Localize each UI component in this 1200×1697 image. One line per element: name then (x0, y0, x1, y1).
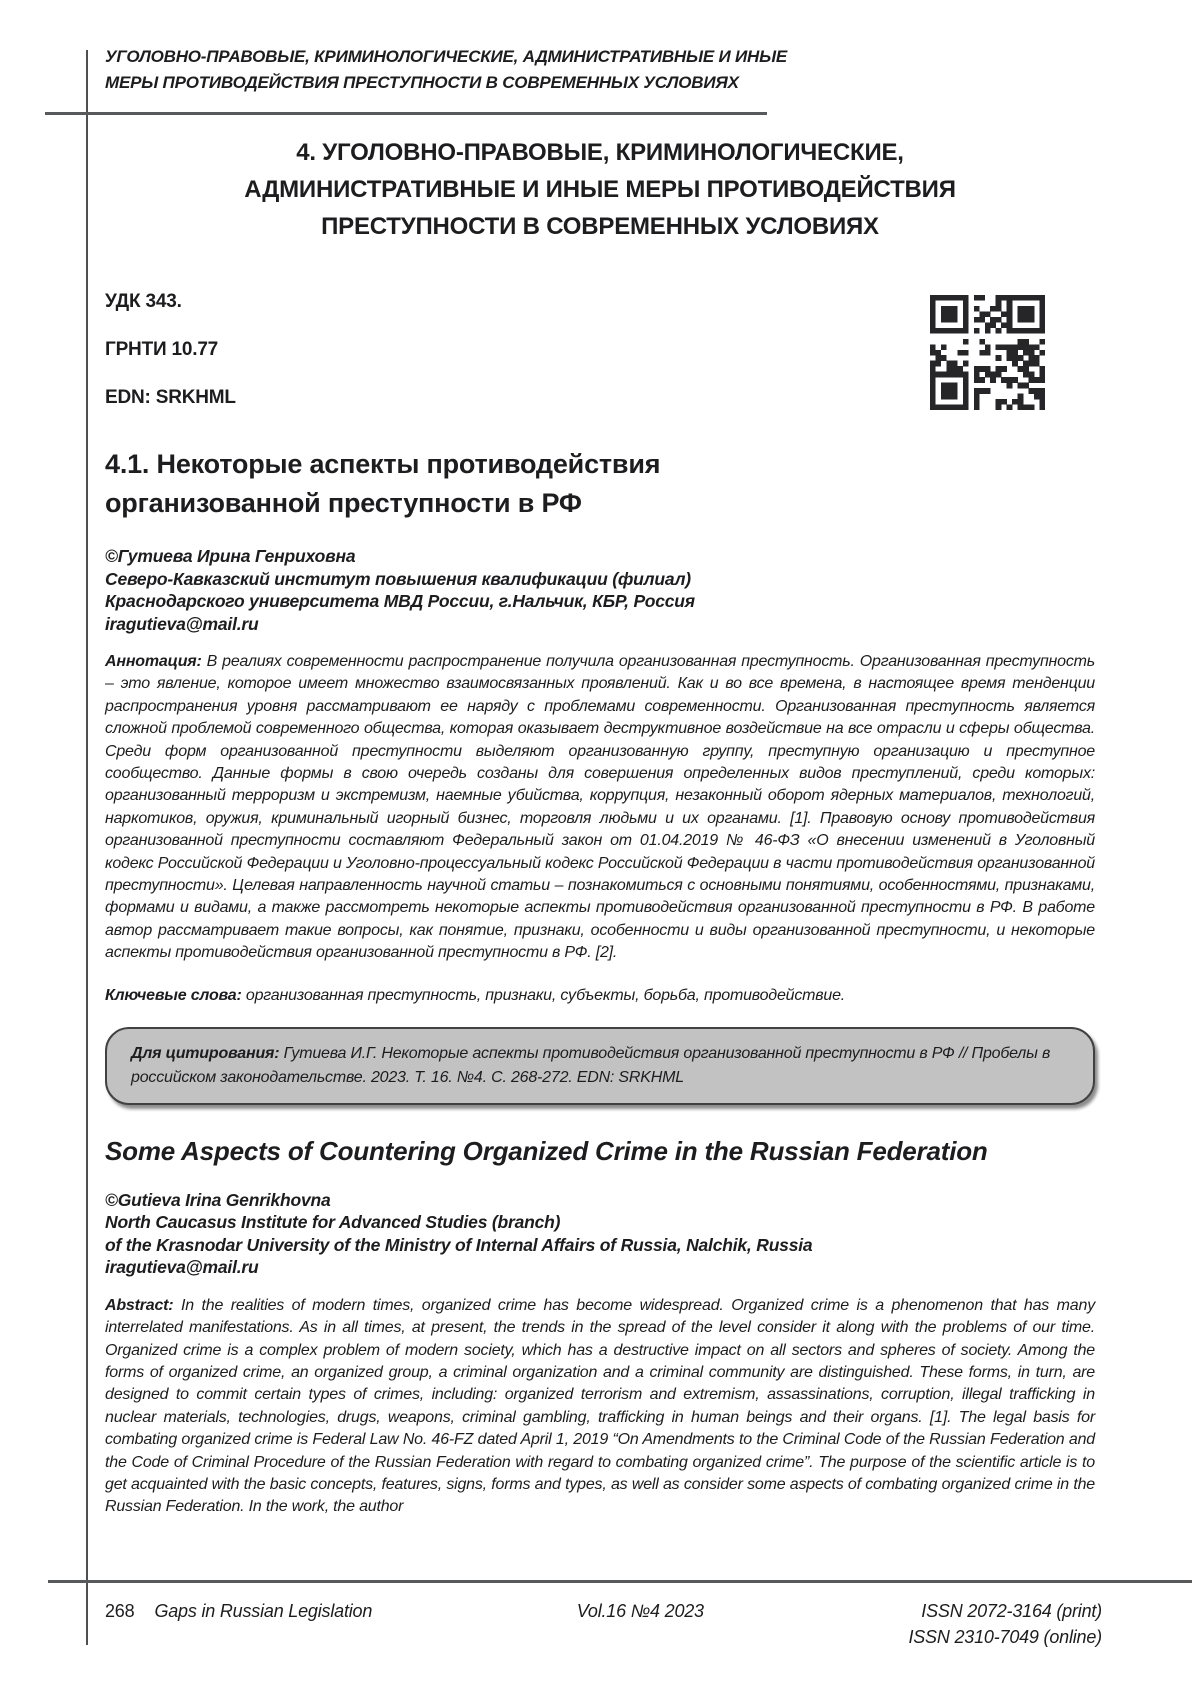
edn-code: EDN: SRKHML (105, 387, 236, 408)
citation-text: Гутиева И.Г. Некоторые аспекты противодействия организованной преступности в РФ // Пробелы в российском законодательстве. 2023. Т. 16. №4. С. 268-272. EDN: SRKHML (131, 1044, 1051, 1086)
page-number: 268 (105, 1601, 135, 1621)
section-title (105, 134, 1095, 245)
affiliation-en-line: North Caucasus Institute for Advanced Studies (branch) (105, 1212, 561, 1233)
author-email-en: iragutieva@mail.ru (105, 1257, 259, 1278)
running-head-line: МЕРЫ ПРОТИВОДЕЙСТВИЯ ПРЕСТУПНОСТИ В СОВРЕМЕННЫХ УСЛОВИЯХ (105, 73, 739, 92)
running-head-line: УГОЛОВНО-ПРАВОВЫЕ, КРИМИНОЛОГИЧЕСКИЕ, АДМИНИСТРАТИВНЫЕ И ИНЫЕ (105, 47, 788, 66)
qr-code (930, 295, 1045, 410)
affiliation-en-line: of the Krasnodar University of the Ministry of Internal Affairs of Russia, Nalchik, Russia (105, 1234, 813, 1255)
abstract-ru-label: Аннотация: (105, 653, 202, 670)
article-title-en: Some Aspects of Countering Organized Crime in the Russian Federation (105, 1135, 988, 1166)
author-block-en (105, 1189, 1095, 1279)
meta-row (105, 291, 1095, 435)
article-title-ru (105, 445, 1095, 523)
author-name-en: ©Gutieva Irina Genrikhovna (105, 1189, 331, 1210)
abstract-ru (105, 651, 1095, 965)
abstract-en (105, 1295, 1095, 1519)
article-title-ru-line: организованной преступности в РФ (105, 488, 582, 518)
abstract-en-label: Abstract: (105, 1296, 174, 1314)
abstract-ru-text: В реалиях современности распространение получила организованная преступность. Организованная преступность – это явление, которое имеет множество взаимосвязанных проявлений. Как и во все времена, в настоящее время тенденции распространения уровня рассматривают ее наряду с проблемами современности. Организованная преступность является сложной проблемой современного общества, которая оказывает деструктивное воздействие на все отрасли и сферы общества. Среди форм организованной преступности выделяют организованную группу, преступную организацию и преступное сообщество. Данные формы в свою очередь созданы для совершения определенных видов преступлений, среди которых: организованный терроризм и экстремизм, наемные убийства, коррупция, незаконный оборот ядерных материалов, технологий, наркотиков, оружия, криминальный игорный бизнес, торговля людьми и их органами. [1]. Правовую основу противодействия организованной преступности составляют Федеральный закон от 01.04.2019 № 46-ФЗ «О внесении изменений в Уголовный кодекс Российской Федерации и Уголовно-процессуальный кодекс Российской Федерации в части противодействия организованной преступности». Целевая направленность научной статьи – познакомиться с основными понятиями, особенностями, признаками, формами и видами, а также рассмотреть некоторые аспекты противодействия организованной преступности в РФ. В работе автор рассматривает такие вопросы, как понятие, признаки, особенности и виды организованной преступности, и некоторые аспекты противодействия организованной преступности в РФ. [2]. (105, 653, 1095, 962)
affiliation-ru-line: Северо-Кавказский институт повышения квалификации (филиал) (105, 568, 691, 589)
author-email-ru: iragutieva@mail.ru (105, 613, 259, 634)
running-head (105, 0, 1095, 96)
keywords-ru-label: Ключевые слова: (105, 986, 242, 1004)
section-title-line: ПРЕСТУПНОСТИ В СОВРЕМЕННЫХ УСЛОВИЯХ (321, 213, 879, 240)
author-name-ru: ©Гутиева Ирина Генриховна (105, 546, 356, 566)
abstract-en-text: In the realities of modern times, organized crime has become widespread. Organized crime is a phenomenon that has many interrelated manifestations. As in all times, at present, the trends in the spread of the level consider it along with the problems of our time. Organized crime is a complex problem of modern society, which has a destructive impact on all sectors and spheres of society. Among the forms of organized crime, an organized group, a criminal organization and a criminal community are distinguished. These forms, in turn, are designed to commit certain types of crimes, including: organized terrorism and extremism, assassinations, corruption, illegal trafficking in nuclear materials, technologies, drugs, weapons, criminal gambling, trafficking in human beings and their organs. [1]. The legal basis for combating organized crime is Federal Law No. 46-FZ dated April 1, 2019 “On Amendments to the Criminal Code of the Russian Federation and the Code of Criminal Procedure of the Russian Federation with regard to combating organized crime”. The purpose of the scientific article is to get acquainted with the basic concepts, features, signs, forms and types, as well as consider some aspects of combating organized crime in the Russian Federation. In the work, the author (105, 1296, 1095, 1516)
page-footer (105, 1598, 1102, 1650)
citation-label: Для цитирования: (131, 1044, 280, 1062)
keywords-ru (105, 985, 1095, 1007)
article-title-ru-line: 4.1. Некоторые аспекты противодействия (105, 449, 661, 479)
article-codes (105, 291, 236, 435)
issn-block (908, 1598, 1102, 1650)
keywords-ru-text: организованная преступность, признаки, субъекты, борьба, противодействие. (245, 986, 846, 1004)
udk-code: УДК 343. (105, 291, 182, 312)
issn-print: ISSN 2072-3164 (print) (921, 1601, 1102, 1621)
grnti-code: ГРНТИ 10.77 (105, 339, 219, 360)
section-title-line: 4. УГОЛОВНО-ПРАВОВЫЕ, КРИМИНОЛОГИЧЕСКИЕ, (296, 139, 904, 166)
author-block-ru (105, 545, 1095, 635)
issn-online: ISSN 2310-7049 (online) (908, 1627, 1102, 1647)
citation-box (105, 1027, 1095, 1105)
affiliation-ru-line: Краснодарского университета МВД России, г.Нальчик, КБР, Россия (105, 591, 695, 611)
section-title-line: АДМИНИСТРАТИВНЫЕ И ИНЫЕ МЕРЫ ПРОТИВОДЕЙСТВИЯ (244, 176, 956, 203)
journal-name: Gaps in Russian Legislation (154, 1601, 373, 1621)
footer-divider-rule (48, 1580, 1192, 1583)
volume-info: Vol.16 №4 2023 (576, 1601, 704, 1621)
